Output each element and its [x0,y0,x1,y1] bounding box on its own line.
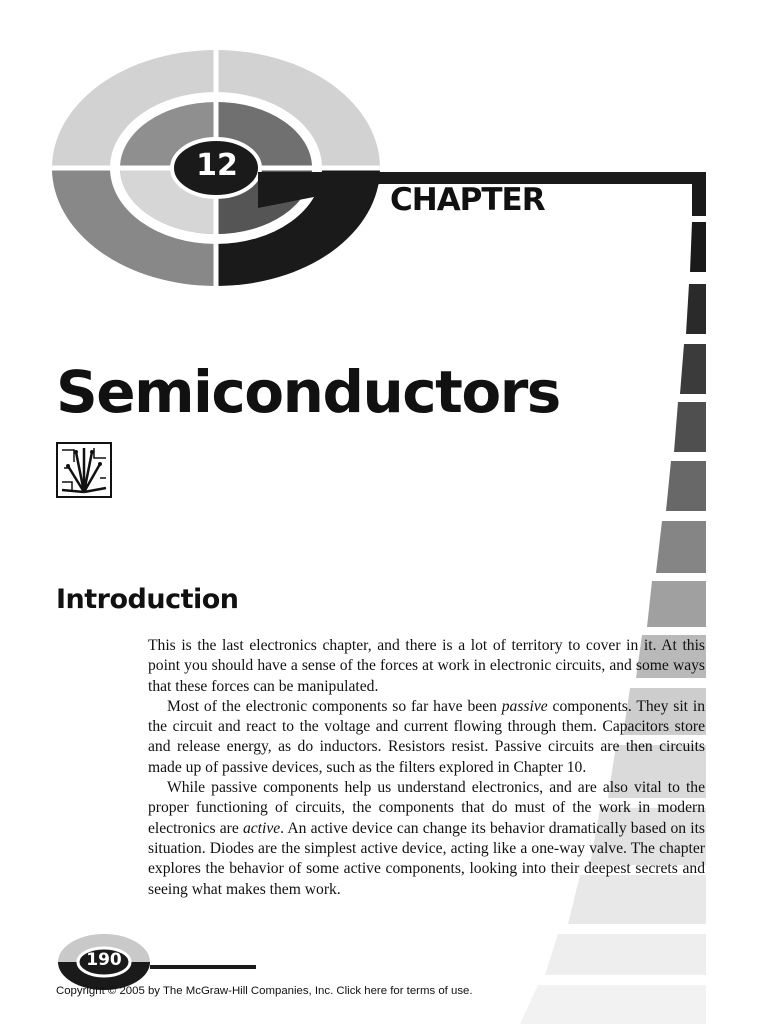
circuit-board-icon [56,442,112,498]
terms-of-use-link[interactable]: Click here for terms of use. [336,985,473,997]
chapter-label: CHAPTER [390,182,545,218]
chapter-number: 12 [196,148,238,183]
page-number: 190 [86,950,122,970]
paragraph-1: This is the last electronics chapter, and there is a lot of territory to cover in it. At this point you should have a sense of the forces at work in electronic circuits, and some ways that these forces can be manipulated. [148,637,705,695]
emphasis-active: active [242,819,281,837]
copyright-line [56,985,473,997]
chapter-title: Semiconductors [56,358,560,426]
section-heading: Introduction [56,584,239,615]
body-text [148,636,705,900]
copyright-text: Copyright © 2005 by The McGraw-Hill Companies, Inc. [56,985,334,997]
paragraph-3: While passive components help us understand electronics, and are also vital to the proper functioning of circuits, the components that do must of the work in modern electronics are active. An active device can change its behavior dramatically based on its situation. Diodes are the simplest active device, acting like a one-way valve. The chapter explores the behavior of some active components, looking into their deepest secrets and seeing what makes them work. [148,779,705,898]
emphasis-passive: passive [501,697,548,715]
paragraph-2: Most of the electronic components so far have been passive components. They sit in the circuit and react to the voltage and current flowing through them. Capacitors store and release energy, as do inductors. Resistors resist. Passive circuits are then circuits made up of passive devices, such as the filters explored in Chapter 10. [148,697,705,776]
edge-bars [520,222,706,1024]
